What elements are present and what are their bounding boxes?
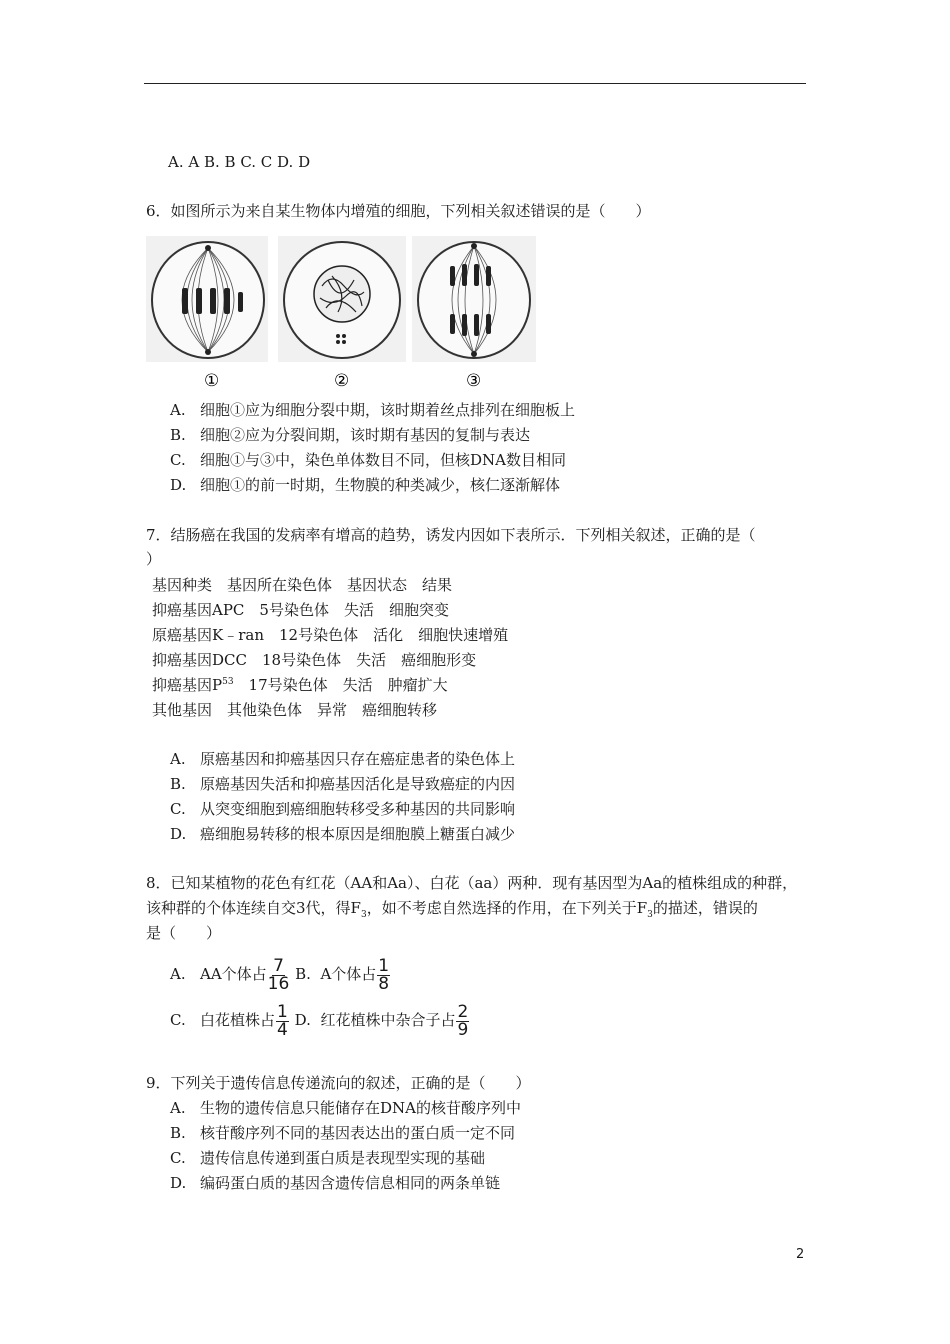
q7-option-a: A. 原癌基因和抑癌基因只存在癌症患者的染色体上 [170, 750, 516, 768]
q7-table-row: 抑癌基因DCC 18号染色体 失活 癌细胞形变 [152, 651, 477, 669]
q7-option-c: C. 从突变细胞到癌细胞转移受多种基因的共同影响 [170, 800, 516, 818]
q7-option-b: B. 原癌基因失活和抑癌基因活化是导致癌症的内因 [170, 775, 516, 793]
cell-2-interphase [278, 236, 406, 362]
page-number: 2 [796, 1247, 805, 1262]
q7-table-row: 抑癌基因$P^{53}$ 17号染色体 失活 肿瘤扩大 [152, 676, 448, 694]
q6-option-d: D. 细胞①的前一时期，生物膜的种类减少，核仁逐渐解体 [170, 476, 561, 494]
q9-option-b: B. 核苷酸序列不同的基因表达出的蛋白质一定不同 [170, 1124, 516, 1142]
cell-1-metaphase [146, 236, 268, 362]
q8-stem: 8．已知某植物的花色有红花（AA和Aa）、白花（aa）两种．现有基因型为Aa的植株组成的种群， [146, 874, 798, 892]
q7-table-row: 基因种类 基因所在染色体 基因状态 结果 [152, 576, 453, 594]
fraction: $\frac{2}{9}$ [457, 1001, 469, 1040]
q7-table-row: 抑癌基因APC 5号染色体 失活 细胞突变 [152, 601, 449, 619]
q8-options-ab: A. AA个体占 $\frac{7}{16}$ B. A个体占 $\frac{1}{8}$ [170, 955, 390, 994]
cell-label-2: ② [334, 371, 350, 391]
q9-stem: 9．下列关于遗传信息传递流向的叙述，正确的是（ ） [146, 1074, 531, 1092]
q6-option-c: C. 细胞①与③中，染色单体数目不同，但核DNA数目相同 [170, 451, 566, 469]
header-rule [144, 83, 806, 84]
fraction: $\frac{7}{16}$ [267, 955, 290, 994]
q6-option-b: B. 细胞②应为分裂间期，该时期有基因的复制与表达 [170, 426, 531, 444]
q9-option-a: A. 生物的遗传信息只能储存在DNA的核苷酸序列中 [170, 1099, 521, 1117]
fraction: $\frac{1}{8}$ [378, 955, 390, 994]
q8-options-cd: C. 白花植株占 $\frac{1}{4}$ D. 红花植株中杂合子占 $\frac{2}{9}$ [170, 1001, 469, 1040]
q7-table-row: 其他基因 其他染色体 异常 癌细胞转移 [152, 701, 438, 719]
q9-option-d: D. 编码蛋白质的基因含遗传信息相同的两条单链 [170, 1174, 501, 1192]
cell-label-1: ① [204, 371, 220, 391]
q7-option-d: D. 癌细胞易转移的根本原因是细胞膜上糖蛋白减少 [170, 825, 516, 843]
q7-stem-cont: ） [146, 550, 162, 568]
q7-table-row: 原癌基因K﹣ran 12号染色体 活化 细胞快速增殖 [152, 626, 509, 644]
q7-stem: 7．结肠癌在我国的发病率有增高的趋势，诱发内因如下表所示．下列相关叙述，正确的是（ [146, 526, 756, 544]
q5-options: A. A B. B C. C D. D [168, 153, 311, 171]
cell-3-anaphase [412, 236, 536, 362]
cell-label-3: ③ [466, 371, 482, 391]
q8-stem-end: 是（ ） [146, 924, 222, 942]
q6-option-a: A. 细胞①应为细胞分裂中期，该时期着丝点排列在细胞板上 [170, 401, 576, 419]
q6-stem: 6．如图所示为来自某生物体内增殖的细胞，下列相关叙述错误的是（ ） [146, 202, 651, 220]
q8-stem-cont: 该种群的个体连续自交3代，得$F_3$，如不考虑自然选择的作用，在下列关于$F_3$的描述，错误的 [146, 899, 758, 920]
cell-division-figure [146, 236, 536, 396]
fraction: $\frac{1}{4}$ [277, 1001, 288, 1040]
q9-option-c: C. 遗传信息传递到蛋白质是表现型实现的基础 [170, 1149, 486, 1167]
